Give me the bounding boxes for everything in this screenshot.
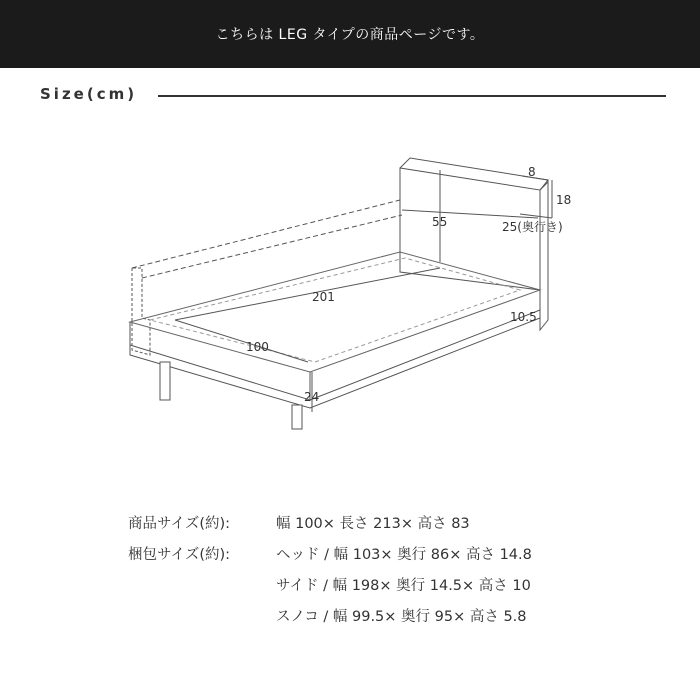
spec-row-package-side	[128, 574, 532, 605]
size-title: Size(cm)	[40, 85, 138, 103]
spec-label-package: 梱包サイズ(約):	[128, 547, 231, 563]
dim-length: 201	[312, 290, 335, 304]
dim-headboard-height: 55	[432, 215, 448, 229]
leg-front-left	[160, 362, 170, 400]
dim-shelf-height: 18	[556, 193, 572, 207]
dim-leg-height: 24	[304, 390, 320, 404]
bed-outline	[130, 158, 548, 408]
dim-shelf-depth: 8	[528, 165, 536, 179]
bed-legs	[160, 362, 302, 429]
banner-text: こちらは LEG タイプの商品ページです。	[215, 27, 485, 43]
spec-value-product: 幅 100× 長さ 213× 高さ 83	[276, 516, 470, 532]
dim-head-depth: 25(奥行き)	[502, 220, 563, 234]
spec-row-package-slats	[128, 605, 532, 636]
spec-label-product: 商品サイズ(約):	[128, 516, 231, 532]
leg-front-right	[292, 405, 302, 429]
spec-value-package-slats: スノコ / 幅 99.5× 奥行 95× 高さ 5.8	[276, 609, 527, 625]
spec-list	[128, 512, 532, 636]
spec-value-package-head: ヘッド / 幅 103× 奥行 86× 高さ 14.8	[276, 547, 532, 563]
spec-row-product	[128, 512, 532, 543]
spec-row-package-head	[128, 543, 532, 574]
dim-width: 100	[246, 340, 269, 354]
spec-value-package-side: サイド / 幅 198× 奥行 14.5× 高さ 10	[276, 578, 531, 594]
dim-frame-height: 10.5	[510, 310, 537, 324]
